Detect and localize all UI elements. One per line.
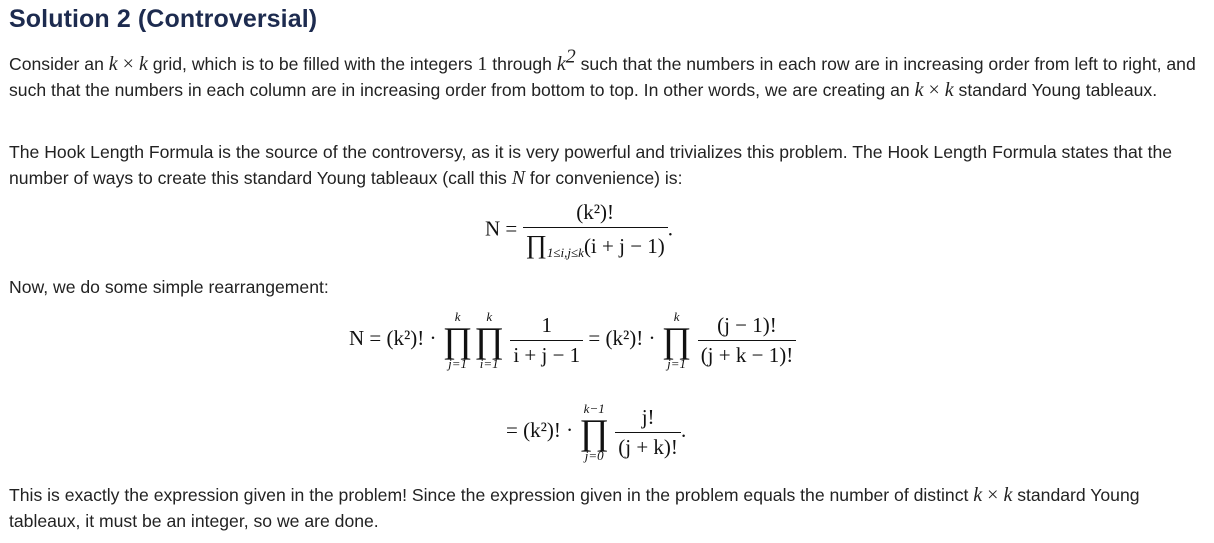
math-k-squared: $k^2$: [556, 45, 576, 75]
math-k: k: [108, 53, 118, 75]
math-one: 1: [477, 53, 488, 75]
math-times: ×: [982, 484, 1004, 506]
math-N: N: [511, 166, 526, 189]
paragraph-intro: [9, 45, 1205, 103]
text: Consider an: [9, 54, 109, 74]
eq-period: .: [680, 417, 687, 442]
eq-fraction: [523, 200, 668, 261]
equation-final: [506, 402, 686, 462]
eq-denominator: $\prod_{1\le i,j\le k}(i + j - 1)$: [523, 227, 668, 261]
text: standard Young tableaux.: [953, 79, 1158, 100]
math-k: k: [914, 78, 924, 101]
text: for convenience) is:: [525, 167, 683, 188]
math-k: k: [1003, 484, 1013, 506]
product-j: k ∏ j=1: [661, 309, 692, 371]
paragraph-conclusion: [9, 483, 1205, 534]
eq-fraction-1: $\frac{1}{i + j - 1}$: [510, 313, 583, 368]
section-title: Solution 2 (Controversial): [9, 5, 318, 33]
eq-lhs: N =: [485, 216, 518, 241]
paragraph-hook-length: [9, 140, 1205, 191]
math-k: k: [973, 484, 983, 506]
text: through: [487, 54, 557, 74]
eq-fraction: $\frac{j!}{(j + k)!}$: [615, 405, 681, 460]
product-i: k ∏ i=1: [474, 309, 505, 371]
equation-hook-length: [485, 200, 673, 261]
text: This is exactly the expression given in the problem! Since the expression given in the problem equals the number of distinct: [9, 485, 974, 505]
eq-fraction-2: $\frac{(j - 1)!}{(j + k - 1)!}$: [698, 313, 797, 368]
math-times: ×: [923, 78, 945, 101]
eq-middle: = (k²)! ·: [588, 325, 656, 350]
paragraph-rearrange: Now, we do some simple rearrangement:: [9, 277, 329, 297]
product-j: k−1 ∏ j=0: [579, 401, 610, 463]
eq-lhs: = (k²)! ·: [506, 417, 574, 442]
eq-period: .: [667, 216, 674, 241]
text: grid, which is to be filled with the integers: [147, 54, 478, 74]
math-k: k: [944, 78, 954, 101]
text: The Hook Length Formula is the source of the controversy, as it is very powerful and trivializes this problem. The Hook Length Formula states that the number of ways to create this standard Young tableaux (call this: [9, 142, 1173, 188]
eq-numerator: (k²)!: [576, 200, 615, 224]
product-j: k ∏ j=1: [442, 309, 473, 371]
text: standard Young tableaux, it must be an integer, so we are done.: [9, 485, 1140, 531]
eq-lhs: N = (k²)! ·: [349, 325, 437, 350]
equation-rearranged: [349, 310, 796, 370]
math-times: ×: [117, 53, 139, 75]
text: such that the numbers in each row are in increasing order from left to right, and such that the numbers in each column are in increasing order from bottom to top. In other words, we are creating an: [9, 54, 1196, 100]
math-k: k: [138, 53, 148, 75]
